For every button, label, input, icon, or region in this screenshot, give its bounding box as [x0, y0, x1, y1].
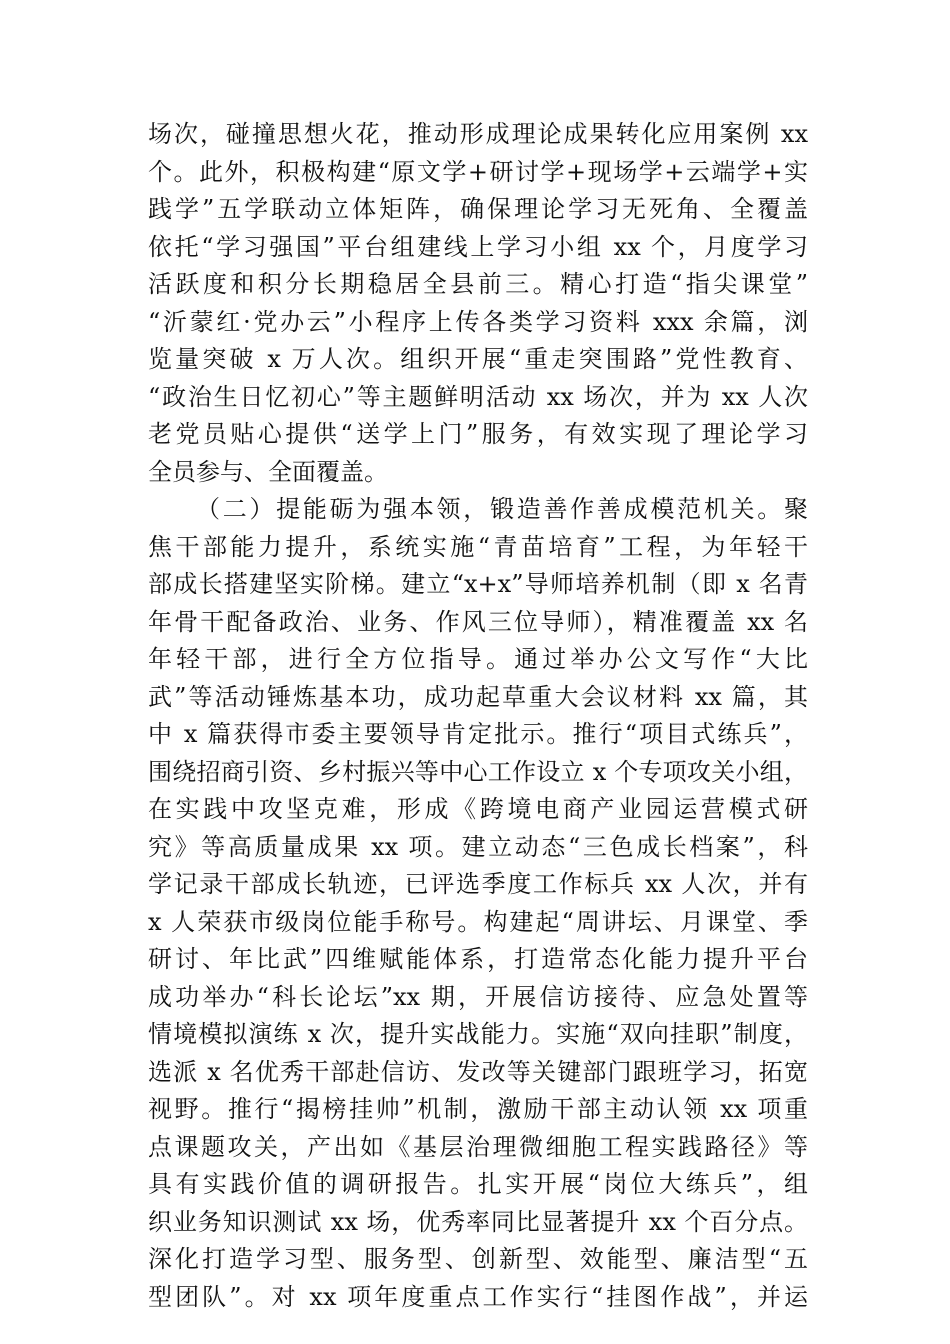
text-line: 视野。推行“揭榜挂帅”机制，激励干部主动认领 xx 项重	[148, 1095, 808, 1123]
text-line: 武”等活动锤炼基本功，成功起草重大会议材料 xx 篇，其	[148, 682, 808, 711]
text-line: 点课题攻关，产出如《基层治理微细胞工程实践路径》等	[148, 1132, 808, 1161]
text-line: 个。此外，积极构建“原文学+研讨学+现场学+云端学+实	[148, 157, 808, 186]
text-line: 览量突破 x 万人次。组织开展“重走突围路”党性教育、	[148, 345, 808, 373]
text-line: 选派 x 名优秀干部赴信访、发改等关键部门跟班学习，拓宽	[148, 1057, 808, 1086]
text-line: 具有实践价值的调研报告。扎实开展“岗位大练兵”，组	[148, 1170, 808, 1198]
text-line: 中 x 篇获得市委主要领导肯定批示。推行“项目式练兵”，	[148, 720, 808, 748]
text-line: 在实践中攻坚克难，形成《跨境电商产业园运营模式研	[148, 795, 808, 823]
text-line: 学记录干部成长轨迹，已评选季度工作标兵 xx 人次，并有	[148, 870, 808, 898]
text-line: 情境模拟演练 x 次，提升实战能力。实施“双向挂职”制度，	[148, 1020, 808, 1048]
text-line: 成功举办“科长论坛”xx 期，开展信访接待、应急处置等	[148, 982, 808, 1011]
text-line: 深化打造学习型、服务型、创新型、效能型、廉洁型“五	[148, 1245, 808, 1273]
text-line: 年骨干配备政治、业务、作风三位导师），精准覆盖 xx 名	[148, 607, 808, 636]
text-line: 年轻干部，进行全方位指导。通过举办公文写作“大比	[148, 645, 808, 673]
text-line: 场次，碰撞思想火花，推动形成理论成果转化应用案例 xx	[148, 120, 808, 148]
text-line: 活跃度和积分长期稳居全县前三。精心打造“指尖课堂”	[148, 270, 808, 298]
text-line: 焦干部能力提升，系统实施“青苗培育”工程，为年轻干	[148, 532, 808, 561]
text-line: “沂蒙红·党办云”小程序上传各类学习资料 xxx 余篇，浏	[148, 307, 808, 336]
text-line: 践学”五学联动立体矩阵，确保理论学习无死角、全覆盖	[148, 195, 808, 223]
text-line: 依托“学习强国”平台组建线上学习小组 xx 个，月度学习	[148, 232, 808, 261]
body-text	[148, 116, 808, 1316]
text-line: 部成长搭建坚实阶梯。建立“x+x”导师培养机制（即 x 名青	[148, 570, 808, 598]
text-line: 织业务知识测试 xx 场，优秀率同比显著提升 xx 个百分点。	[148, 1207, 808, 1236]
section-heading-line: （二）提能砺为强本领，锻造善作善成模范机关。聚	[196, 495, 808, 523]
text-line: 型团队”。对 xx 项年度重点工作实行“挂图作战”，并运	[148, 1282, 808, 1311]
text-line: 研讨、年比武”四维赋能体系，打造常态化能力提升平台	[148, 945, 808, 973]
paragraph-end-line: 全员参与、全面覆盖。	[148, 457, 388, 486]
text-line: 究》等高质量成果 xx 项。建立动态“三色成长档案”，科	[148, 832, 808, 861]
text-line: x 人荣获市级岗位能手称号。构建起“周讲坛、月课堂、季	[148, 907, 808, 936]
text-line: 围绕招商引资、乡村振兴等中心工作设立 x 个专项攻关小组，	[148, 757, 808, 786]
text-line: “政治生日忆初心”等主题鲜明活动 xx 场次，并为 xx 人次	[148, 382, 808, 411]
text-line: 老党员贴心提供“送学上门”服务，有效实现了理论学习	[148, 420, 808, 448]
